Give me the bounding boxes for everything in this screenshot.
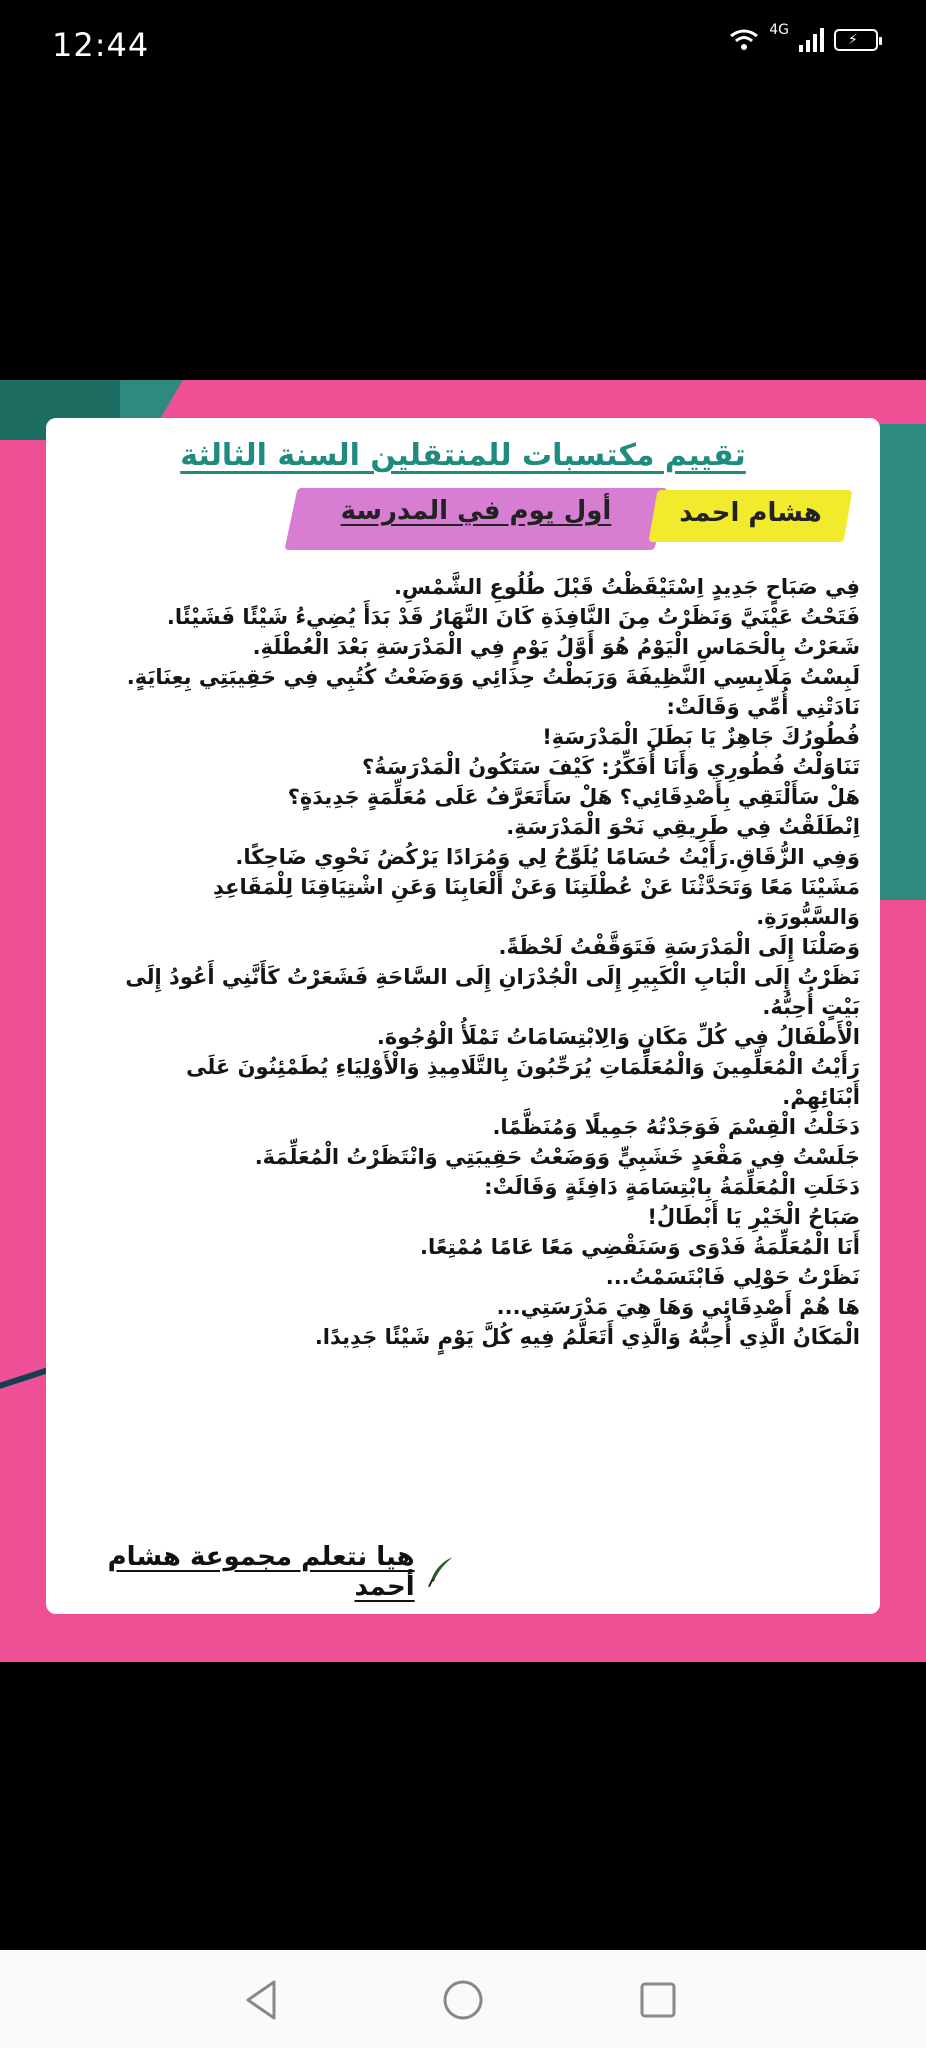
story-line: نَظَرْتُ إِلَى الْبَابِ الْكَبِيرِ إِلَى الْجُدْرَانِ إِلَى السَّاحَةِ فَشَعَرْتُ كَأَنَّنِي أَعُودُ إِلَى: [125, 965, 860, 989]
story-line: أَبْنَائِهِمْ.: [782, 1085, 860, 1109]
worksheet-title: تقييم مكتسبات للمنتقلين السنة الثالثة: [180, 438, 746, 473]
story-line: جَلَسْتُ فِي مَقْعَدٍ خَشَبِيٍّ وَوَضَعْتُ حَقِيبَتِي وَانْتَظَرْتُ الْمُعَلِّمَةَ.: [254, 1145, 860, 1169]
story-line: بَيْتٍ أُحِبُّهُ.: [762, 995, 860, 1019]
story-line: وَفِي الزُّقَاقِ.رَأَيْتُ حُسَامًا يُلَوِّحُ لِي وَمُرَادًا يَرْكُضُ نَحْوِي ضَاحِكًا.: [235, 845, 860, 869]
network-type-label: 4G: [769, 22, 789, 38]
recents-button[interactable]: [630, 1972, 686, 2028]
frame-decoration: [0, 440, 52, 1620]
story-line: شَعَرْتُ بِالْحَمَاسِ الْيَوْمُ هُوَ أَوَّلُ يَوْمٍ فِي الْمَدْرَسَةِ بَعْدَ الْعُطْلَةِ.: [252, 635, 860, 659]
home-icon: [441, 1978, 485, 2022]
author-name: هشام احمد: [679, 498, 822, 528]
back-button[interactable]: [234, 1972, 290, 2028]
story-line: الْمَكَانُ الَّذِي أُحِبُّهُ وَالَّذِي أَتَعَلَّمُ فِيهِ كُلَّ يَوْمٍ شَيْئًا جَدِيدًا.: [314, 1325, 860, 1349]
status-time: 12:44: [52, 26, 150, 64]
story-line: رَأَيْتُ الْمُعَلِّمِينَ وَالْمُعَلِّمَاتِ يُرَحِّبُونَ بِالتَّلَامِيذِ وَالْأَوْلِيَاءِ يُطَمْئِنُونَ عَلَى: [186, 1055, 860, 1079]
back-icon: [242, 1978, 282, 2022]
story-line: هَا هُمْ أَصْدِقَائِي وَهَا هِيَ مَدْرَسَتِي...: [496, 1295, 860, 1319]
story-line: تَنَاوَلْتُ فُطُورِي وَأَنَا أُفَكِّرُ: كَيْفَ سَتَكُونُ الْمَدْرَسَةُ؟: [361, 755, 860, 779]
story-line: هَلْ سَأَلْتَقِي بِأَصْدِقَائِي؟ هَلْ سَأَتَعَرَّفُ عَلَى مُعَلِّمَةٍ جَدِيدَةٍ؟: [287, 785, 860, 809]
worksheet-image[interactable]: [0, 380, 926, 1662]
wifi-icon: [729, 28, 759, 52]
story-line: نَظَرْتُ حَوْلِي فَابْتَسَمْتُ...: [605, 1265, 860, 1289]
status-bar: [0, 0, 926, 96]
story-line: صَبَاحُ الْخَيْرِ يَا أَبْطَالُ!: [647, 1205, 860, 1229]
worksheet-paper: [46, 418, 880, 1614]
story-line: فُطُورُكَ جَاهِزٌ يَا بَطَلَ الْمَدْرَسَةِ!: [542, 725, 860, 749]
story-line: فَتَحْتُ عَيْنَيَّ وَنَظَرْتُ مِنَ النَّافِذَةِ كَانَ النَّهَارُ قَدْ بَدَأَ يُضِيءُ شَيْئًا فَشَيْئًا.: [166, 605, 860, 629]
status-icons: [729, 22, 878, 52]
story-line: وَصَلْنَا إِلَى الْمَدْرَسَةِ فَتَوَقَّفْتُ لَحْظَةً.: [498, 935, 860, 959]
footer-text: هيا نتعلم مجموعة هشام أحمد: [107, 1542, 415, 1602]
story-line: دَخَلَتِ الْمُعَلِّمَةُ بِابْتِسَامَةٍ دَافِئَةٍ وَقَالَتْ:: [484, 1175, 860, 1199]
story-line: نَادَتْنِي أُمِّي وَقَالَتْ:: [666, 695, 860, 719]
story-line: مَشَيْنَا مَعًا وَتَحَدَّثْنَا عَنْ عُطْلَتِنَا وَعَنْ أَلْعَابِنَا وَعَنِ اشْتِيَاقِنَا لِلْمَقَاعِدِ: [213, 875, 860, 899]
story-line: الْأَطْفَالُ فِي كُلِّ مَكَانٍ وَالِابْتِسَامَاتُ تَمْلَأُ الْوُجُوهَ.: [376, 1025, 860, 1049]
story-line: أَنَا الْمُعَلِّمَةُ فَدْوَى وَسَنَقْضِي مَعًا عَامًا مُمْتِعًا.: [420, 1235, 860, 1259]
battery-saver-icon: ⚡: [834, 29, 878, 51]
recents-icon: [638, 1980, 678, 2020]
story-line: فِي صَبَاحٍ جَدِيدٍ اِسْتَيْقَظْتُ قَبْلَ طُلُوعِ الشَّمْسِ.: [394, 575, 860, 599]
quill-pen-icon: [425, 1555, 456, 1589]
story-line: وَالسَّبُّورَةِ.: [756, 905, 860, 929]
lesson-title: أول يوم في المدرسة: [340, 496, 612, 526]
signal-icon: [799, 28, 824, 52]
story-text: [52, 572, 860, 1352]
home-button[interactable]: [435, 1972, 491, 2028]
story-line: اِنْطَلَقْتُ فِي طَرِيقِي نَحْوَ الْمَدْرَسَةِ.: [506, 815, 860, 839]
navigation-bar: [0, 1950, 926, 2048]
story-line: دَخَلْتُ الْقِسْمَ فَوَجَدْتُهُ جَمِيلًا وَمُنَظَّمًا.: [492, 1115, 860, 1139]
story-line: لَبِسْتُ مَلَابِسِي النَّظِيفَةَ وَرَبَطْتُ حِذَائِي وَوَضَعْتُ كُتُبِي فِي حَقِيبَتِي بِعِنَايَةٍ.: [126, 665, 860, 689]
footer-brand: [46, 1542, 456, 1602]
